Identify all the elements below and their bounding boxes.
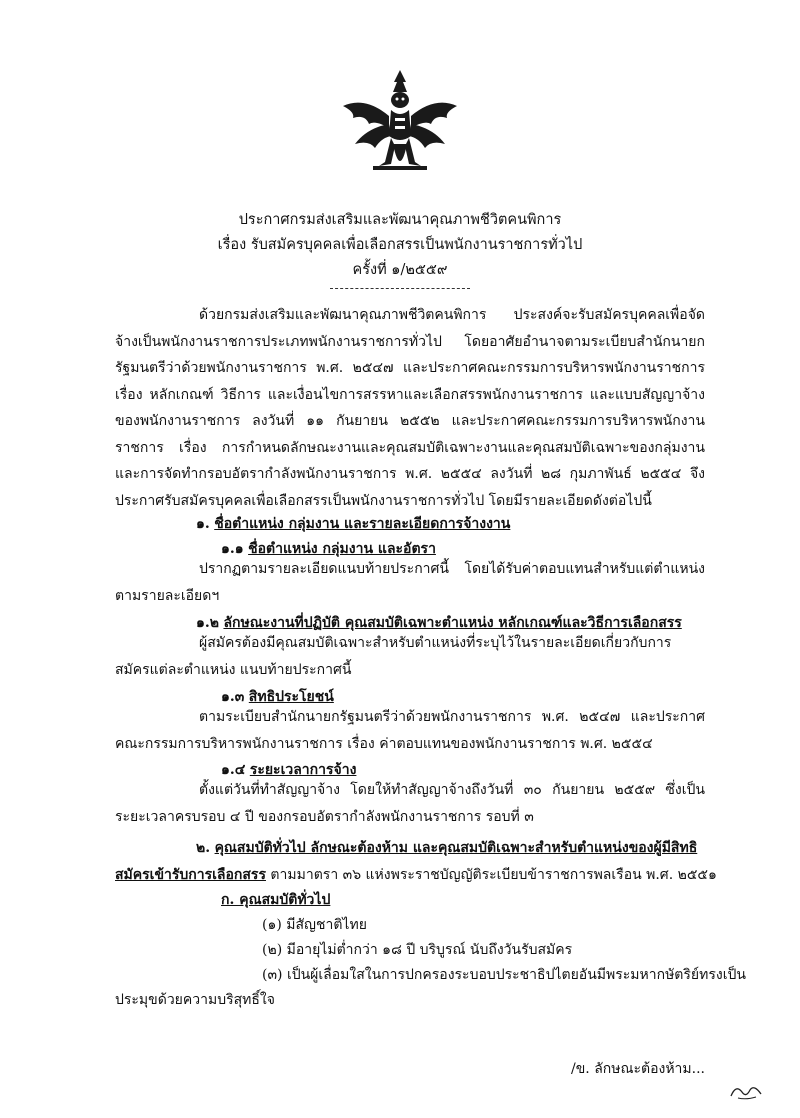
section-1-4-number: ๑.๔ bbox=[221, 762, 246, 778]
qualification-item-cont: ประมุขด้วยความบริสุทธิ์ใจ bbox=[115, 992, 275, 1008]
announcement-number: ครั้งที่ ๑/๒๕๕๙ bbox=[352, 262, 448, 278]
section-1-2-number: ๑.๒ bbox=[196, 615, 219, 631]
section-2-title-rest: ตามมาตรา ๓๖ แห่งพระราชบัญญัติระเบียบข้าราชการพลเรือน พ.ศ. ๒๕๕๑ bbox=[265, 867, 717, 883]
section-2-heading-cont bbox=[115, 864, 717, 886]
section-1-heading bbox=[196, 513, 510, 535]
section-1-1-number: ๑.๑ bbox=[221, 541, 244, 557]
section-1-1-title: ชื่อตำแหน่ง กลุ่มงาน และอัตรา bbox=[248, 541, 436, 557]
section-2-title-a: คุณสมบัติทั่วไป ลักษณะต้องห้าม และคุณสมบัติเฉพาะสำหรับตำแหน่งของผู้มีสิทธิ bbox=[214, 840, 698, 856]
announcement-subject: เรื่อง รับสมัครบุคคลเพื่อเลือกสรรเป็นพนักงานราชการทั่วไป bbox=[217, 237, 583, 253]
divider bbox=[330, 288, 470, 289]
initials-signature-icon bbox=[728, 1080, 764, 1102]
qualification-item: (๓) เป็นผู้เลื่อมใสในการปกครองระบอบประชาธิปไตยอันมีพระมหากษัตริย์ทรงเป็น bbox=[262, 967, 746, 983]
section-1-4-title: ระยะเวลาการจ้าง bbox=[249, 762, 357, 778]
section-1-number: ๑. bbox=[196, 516, 210, 532]
section-1-1-text: ปรากฏตามรายละเอียดแนบท้ายประกาศนี้ โดยได้รับค่าตอบแทนสำหรับแต่ตำแหน่งตามรายละเอียดฯ bbox=[115, 561, 705, 604]
garuda-emblem-icon bbox=[335, 66, 465, 186]
section-1-2-title: ลักษณะงานที่ปฏิบัติ คุณสมบัติเฉพาะตำแหน่ง หลักเกณฑ์และวิธีการเลือกสรร bbox=[223, 615, 682, 631]
section-1-2-text: ผู้สมัครต้องมีคุณสมบัติเฉพาะสำหรับตำแหน่งที่ระบุไว้ในรายละเอียดเกี่ยวกับการสมัครแต่ละตำแหน่ง แนบท้ายประกาศนี้ bbox=[115, 635, 672, 678]
qualification-item: (๑) มีสัญชาติไทย bbox=[262, 917, 367, 933]
section-2-heading bbox=[196, 837, 697, 859]
section-2-sub-a: ก. คุณสมบัติทั่วไป bbox=[221, 892, 331, 908]
section-1-3-text: ตามระเบียบสำนักนายกรัฐมนตรีว่าด้วยพนักงานราชการ พ.ศ. ๒๕๔๗ และประกาศคณะกรรมการบริหารพนักงานราชการ เรื่อง ค่าตอบแทนของพนักงานราชการ พ.ศ. ๒๕๕๔ bbox=[115, 709, 705, 752]
section-1-3-title: สิทธิประโยชน์ bbox=[248, 689, 334, 705]
continuation-note: /ข. ลักษณะต้องห้าม... bbox=[571, 1061, 705, 1077]
qualification-item: (๒) มีอายุไม่ต่ำกว่า ๑๘ ปี บริบูรณ์ นับถึงวันรับสมัคร bbox=[262, 942, 573, 958]
section-1-title: ชื่อตำแหน่ง กลุ่มงาน และรายละเอียดการจ้างงาน bbox=[214, 516, 511, 532]
announcement-title: ประกาศกรมส่งเสริมและพัฒนาคุณภาพชีวิตคนพิการ bbox=[238, 212, 562, 228]
intro-paragraph: ด้วยกรมส่งเสริมและพัฒนาคุณภาพชีวิตคนพิการ ประสงค์จะรับสมัครบุคคลเพื่อจัดจ้างเป็นพนักงานราชการประเภทพนักงานราชการทั่วไป โดยอาศัยอำนาจตามระเบียบสำนักนายกรัฐมนตรีว่าด้วยพนักงานราชการ พ.ศ. ๒๕๔๗ และประกาศคณะกรรมการบริหารพนักงานราชการ เรื่อง หลักเกณฑ์ วิธีการ และเงื่อนไขการสรรหาและเลือกสรรพนักงานราชการ และแบบสัญญาจ้างของพนักงานราชการ ลงวันที่ ๑๑ กันยายน ๒๕๕๒ และประกาศคณะกรรมการบริหารพนักงานราชการ เรื่อง การกำหนดลักษณะงานและคุณสมบัติเฉพาะงานและคุณสมบัติเฉพาะของกลุ่มงาน และการจัดทำกรอบอัตรากำลังพนักงานราชการ พ.ศ. ๒๕๕๔ ลงวันที่ ๒๘ กุมภาพันธ์ ๒๕๕๔ จึงประกาศรับสมัครบุคคลเพื่อเลือกสรรเป็นพนักงานราชการทั่วไป โดยมีรายละเอียดดังต่อไปนี้ bbox=[115, 307, 705, 509]
section-2-number: ๒. bbox=[196, 840, 211, 856]
section-1-3-number: ๑.๓ bbox=[221, 689, 245, 705]
section-1-4-text: ตั้งแต่วันที่ทำสัญญาจ้าง โดยให้ทำสัญญาจ้างถึงวันที่ ๓๐ กันยายน ๒๕๕๙ ซึ่งเป็นระยะเวลาครบรอบ ๔ ปี ของกรอบอัตรากำลังพนักงานราชการ รอบที่ ๓ bbox=[115, 782, 705, 825]
section-2-title-b: สมัครเข้ารับการเลือกสรร bbox=[115, 867, 266, 883]
